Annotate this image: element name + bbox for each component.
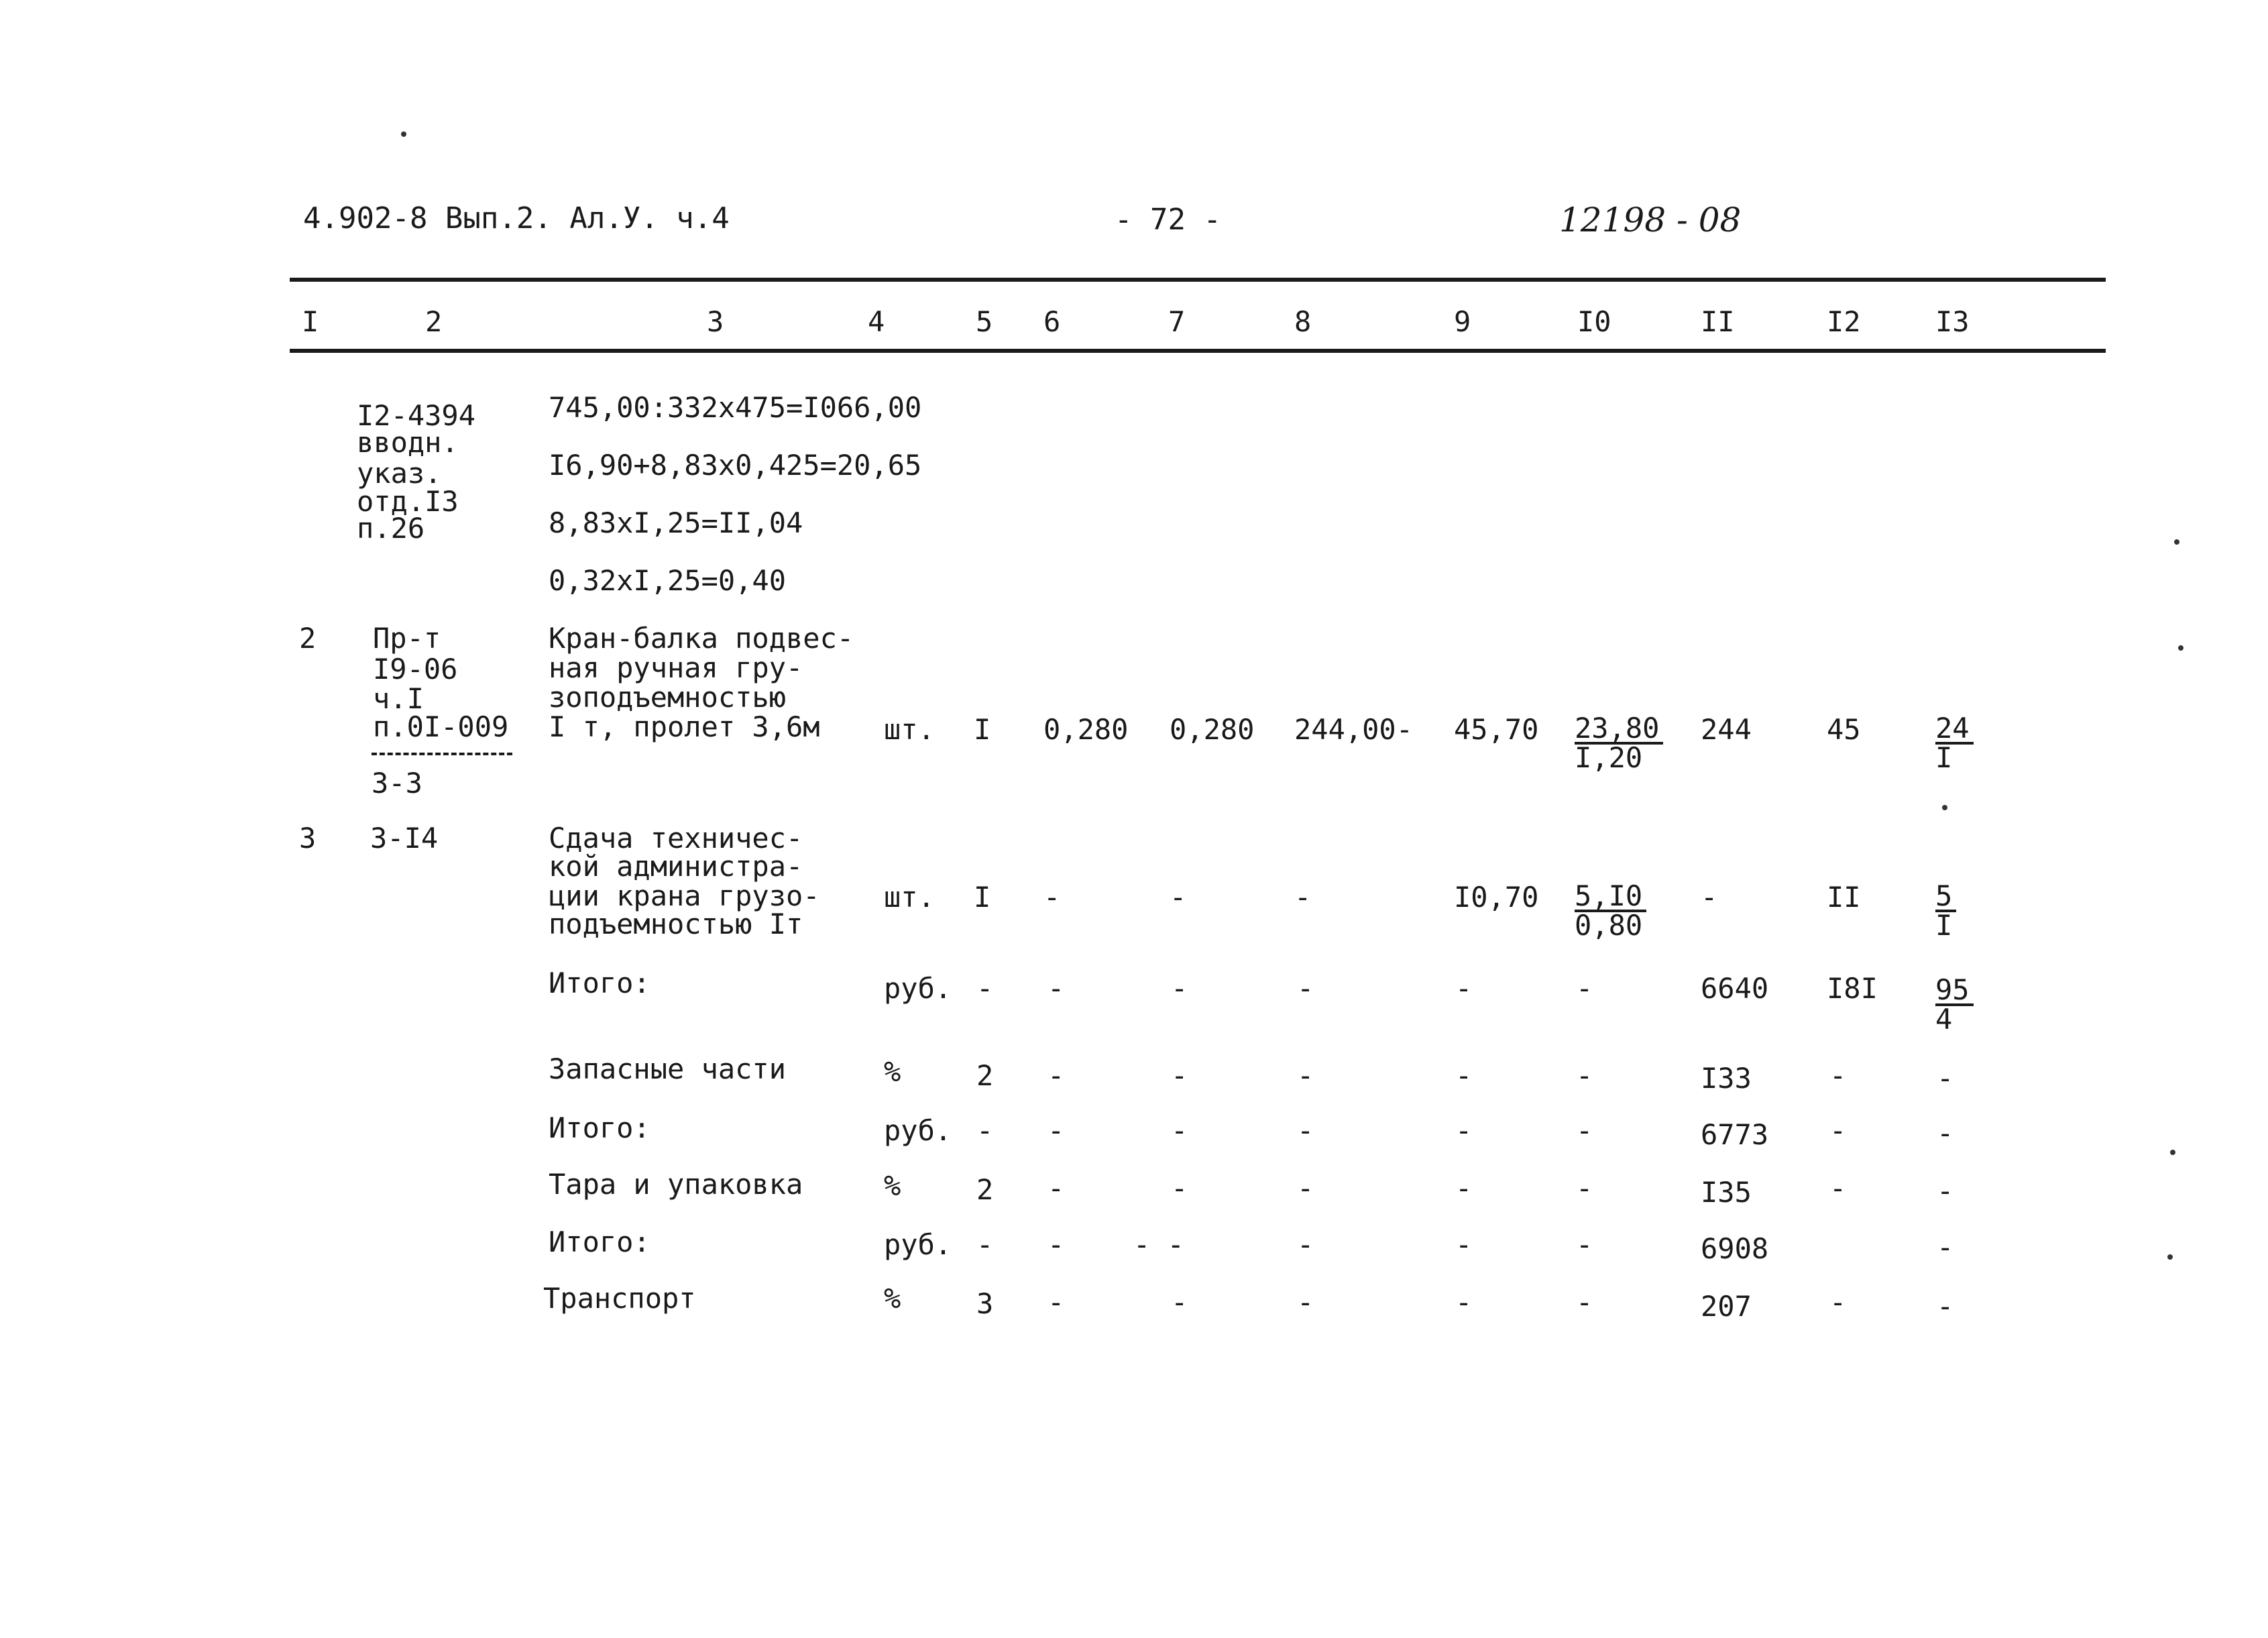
reference-code-line: п.0I-009 bbox=[373, 710, 509, 743]
summary-label: Итого: bbox=[549, 1225, 650, 1258]
cell-col-7: - bbox=[1171, 972, 1188, 1005]
cell-col-8: - bbox=[1297, 972, 1314, 1005]
col-header-11: II bbox=[1701, 305, 1735, 338]
reference-code-subline: 3-3 bbox=[372, 767, 422, 800]
cell-col-13: - bbox=[1937, 1062, 1954, 1095]
cell-col-11: I35 bbox=[1701, 1176, 1752, 1209]
code-underline bbox=[372, 753, 512, 755]
cell-col-7: - bbox=[1171, 1286, 1188, 1319]
scan-speck bbox=[401, 131, 406, 137]
fraction-col-10 bbox=[1575, 712, 1663, 774]
col-header-8: 8 bbox=[1294, 305, 1312, 338]
cell-col-10: - bbox=[1576, 1172, 1593, 1205]
cell-col-5: 3 bbox=[976, 1287, 994, 1320]
cell-col-6: - bbox=[1047, 1059, 1065, 1092]
reference-code-line: I9-06 bbox=[373, 653, 458, 686]
cell-col-6: - bbox=[1047, 1286, 1065, 1319]
cell-col-13: - bbox=[1937, 1175, 1954, 1207]
cell-col-5: 2 bbox=[976, 1059, 994, 1092]
unit-cell: руб. bbox=[884, 1114, 952, 1147]
cell-col-7: - bbox=[1170, 881, 1187, 914]
item-description-line: ции крана грузо- bbox=[549, 879, 820, 912]
cell-col-5: - bbox=[976, 972, 994, 1005]
cell-col-10: - bbox=[1576, 1228, 1593, 1261]
summary-label: Тара и упаковка bbox=[549, 1168, 803, 1201]
fraction-col-13 bbox=[1935, 879, 1956, 942]
cell-col-9: - bbox=[1455, 1286, 1473, 1319]
cell-col-5: - bbox=[976, 1114, 994, 1147]
cell-col-12: - bbox=[1829, 1114, 1847, 1147]
cell-col-10: - bbox=[1576, 1059, 1593, 1092]
reference-code-line: указ. bbox=[357, 457, 442, 490]
cell-col-12: II bbox=[1827, 881, 1861, 914]
col-header-12: I2 bbox=[1827, 305, 1861, 338]
row-number: 3 bbox=[299, 822, 317, 855]
cell-col-9: I0,70 bbox=[1454, 881, 1539, 914]
cell-col-11: 6773 bbox=[1701, 1118, 1769, 1151]
item-description-line: кой администра- bbox=[549, 850, 803, 883]
scan-speck bbox=[2178, 645, 2184, 651]
scan-speck bbox=[2170, 1150, 2175, 1155]
quantity-cell: I bbox=[974, 713, 991, 746]
cell-col-8: - bbox=[1294, 881, 1312, 914]
cell-col-7: - bbox=[1171, 1114, 1188, 1147]
col-header-7: 7 bbox=[1168, 305, 1186, 338]
scan-speck bbox=[2167, 1254, 2173, 1260]
cell-col-7: - bbox=[1171, 1172, 1188, 1205]
cell-col-7: - - bbox=[1133, 1228, 1184, 1261]
fraction-col-13 bbox=[1935, 712, 1974, 774]
cell-col-8: - bbox=[1297, 1286, 1314, 1319]
scan-speck bbox=[1942, 805, 1947, 810]
handwritten-code: 12198 - 08 bbox=[1559, 201, 1742, 239]
reference-code-line: Пр-т bbox=[373, 622, 441, 655]
cell-col-10: - bbox=[1576, 972, 1593, 1005]
cell-col-5: 2 bbox=[976, 1173, 994, 1206]
fraction-denominator: I,20 bbox=[1575, 741, 1643, 774]
col-header-9: 9 bbox=[1454, 305, 1471, 338]
reference-code-line: I2-4394 bbox=[357, 399, 476, 432]
cell-col-12: - bbox=[1829, 1059, 1847, 1092]
summary-label: Итого: bbox=[549, 967, 650, 999]
cell-col-13: - bbox=[1937, 1231, 1954, 1264]
cell-col-6: - bbox=[1047, 1228, 1065, 1261]
fraction-denominator: I bbox=[1935, 909, 1953, 942]
cell-col-5: - bbox=[976, 1228, 994, 1261]
calculation-formula: 8,83xI,25=II,04 bbox=[549, 506, 803, 539]
cell-col-6: 0,280 bbox=[1043, 713, 1129, 746]
cell-col-8: - bbox=[1297, 1059, 1314, 1092]
cell-col-11: I33 bbox=[1701, 1062, 1752, 1095]
fraction-col-10 bbox=[1575, 879, 1646, 942]
cell-col-12: 45 bbox=[1827, 713, 1861, 746]
cell-col-11: 6640 bbox=[1701, 972, 1769, 1005]
header-top-rule bbox=[290, 278, 2106, 282]
unit-cell: шт. bbox=[884, 713, 935, 746]
col-header-3: 3 bbox=[707, 305, 724, 338]
cell-col-7: - bbox=[1171, 1059, 1188, 1092]
unit-cell: % bbox=[884, 1055, 901, 1088]
reference-code-line: ч.I bbox=[373, 682, 424, 715]
fraction-numerator: 5 bbox=[1935, 883, 1956, 912]
cell-col-10: - bbox=[1576, 1286, 1593, 1319]
calculation-formula: 745,00:332x475=I066,00 bbox=[549, 391, 922, 424]
fraction-numerator: 24 bbox=[1935, 715, 1974, 745]
summary-label: Итого: bbox=[549, 1111, 650, 1144]
calculation-formula: I6,90+8,83x0,425=20,65 bbox=[549, 449, 922, 482]
col-header-5: 5 bbox=[976, 305, 993, 338]
unit-cell: % bbox=[884, 1282, 901, 1315]
cell-col-12: - bbox=[1829, 1172, 1847, 1205]
unit-cell: % bbox=[884, 1169, 901, 1202]
page-number: - 72 - bbox=[1115, 203, 1221, 237]
col-header-13: I3 bbox=[1935, 305, 1970, 338]
fraction-denominator: I bbox=[1935, 741, 1953, 774]
calculation-formula: 0,32xI,25=0,40 bbox=[549, 564, 787, 597]
cell-col-8: - bbox=[1297, 1228, 1314, 1261]
cell-col-13: - bbox=[1937, 1117, 1954, 1150]
fraction-numerator: 95 bbox=[1935, 977, 1974, 1006]
cell-col-9: - bbox=[1455, 1228, 1473, 1261]
cell-col-7: 0,280 bbox=[1170, 713, 1255, 746]
fraction-numerator: 5,I0 bbox=[1575, 883, 1646, 912]
cell-col-11: 6908 bbox=[1701, 1232, 1769, 1265]
cell-col-8: - bbox=[1297, 1172, 1314, 1205]
item-description-line: подъемностью Iт bbox=[549, 908, 803, 940]
cell-col-6: - bbox=[1043, 881, 1061, 914]
item-description-line: I т, пролет 3,6м bbox=[549, 710, 820, 743]
cell-col-8: - bbox=[1297, 1114, 1314, 1147]
document-code: 4.902-8 Вып.2. Ал.У. ч.4 bbox=[303, 201, 730, 235]
cell-col-6: - bbox=[1047, 972, 1065, 1005]
cell-col-11: 207 bbox=[1701, 1290, 1752, 1323]
col-header-1: I bbox=[302, 305, 319, 338]
col-header-2: 2 bbox=[425, 305, 443, 338]
cell-col-9: 45,70 bbox=[1454, 713, 1539, 746]
quantity-cell: I bbox=[974, 881, 991, 914]
summary-label: Транспорт bbox=[543, 1282, 696, 1315]
cell-col-12: I8I bbox=[1827, 972, 1878, 1005]
unit-cell: шт. bbox=[884, 881, 935, 914]
unit-cell: руб. bbox=[884, 972, 952, 1005]
cell-col-9: - bbox=[1455, 1114, 1473, 1147]
row-number: 2 bbox=[299, 622, 317, 655]
cell-col-9: - bbox=[1455, 972, 1473, 1005]
cell-col-11: 244 bbox=[1701, 713, 1752, 746]
cell-col-11: - bbox=[1701, 881, 1718, 914]
item-description-line: ная ручная гру- bbox=[549, 651, 803, 684]
cell-col-8: 244,00- bbox=[1294, 713, 1414, 746]
col-header-10: I0 bbox=[1577, 305, 1611, 338]
reference-code-line: отд.I3 bbox=[357, 485, 459, 518]
cell-col-6: - bbox=[1047, 1114, 1065, 1147]
cell-col-9: - bbox=[1455, 1059, 1473, 1092]
col-header-6: 6 bbox=[1043, 305, 1061, 338]
cell-col-13: - bbox=[1937, 1290, 1954, 1323]
cell-col-10: - bbox=[1576, 1114, 1593, 1147]
cell-col-9: - bbox=[1455, 1172, 1473, 1205]
fraction-denominator: 0,80 bbox=[1575, 909, 1643, 942]
col-header-4: 4 bbox=[868, 305, 885, 338]
item-description-line: Кран-балка подвес- bbox=[549, 622, 854, 655]
reference-code-line: вводн. bbox=[357, 426, 459, 459]
unit-cell: руб. bbox=[884, 1228, 952, 1261]
header-bottom-rule bbox=[290, 349, 2106, 353]
cell-col-12: - bbox=[1829, 1286, 1847, 1319]
reference-code: 3-I4 bbox=[370, 822, 439, 855]
reference-code-line: п.26 bbox=[357, 512, 425, 545]
fraction-col-13 bbox=[1935, 973, 1974, 1036]
summary-label: Запасные части bbox=[549, 1052, 787, 1085]
cell-col-6: - bbox=[1047, 1172, 1065, 1205]
fraction-denominator: 4 bbox=[1935, 1003, 1953, 1036]
item-description-line: зоподъемностью bbox=[549, 681, 787, 714]
fraction-numerator: 23,80 bbox=[1575, 715, 1663, 745]
item-description-line: Сдача техничес- bbox=[549, 822, 803, 855]
scan-speck bbox=[2174, 539, 2179, 545]
